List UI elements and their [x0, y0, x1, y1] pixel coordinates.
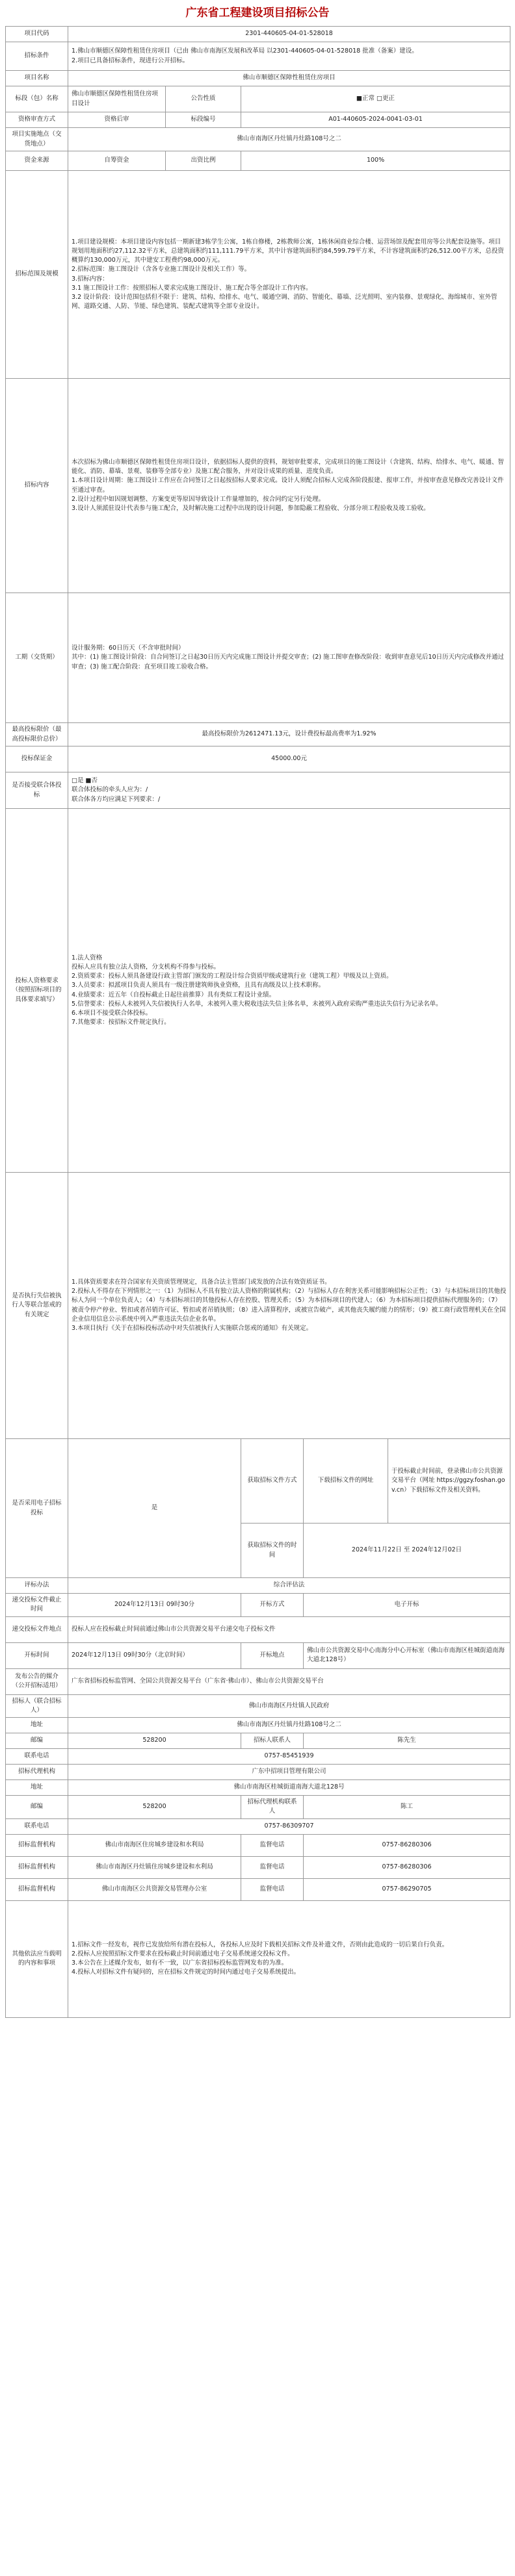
table-row [6, 593, 510, 723]
duration-label: 工期（交货期） [6, 593, 68, 723]
table-row [6, 171, 510, 379]
supervisor2-phone-label: 监督电话 [241, 1856, 304, 1878]
deposit-label: 投标保证金 [6, 746, 68, 772]
qualification-value: 1.法人资格 投标人应具有独立法人资格，分支机构不得参与投标。 2.资质要求：投标人须具备建设行政主管部门颁发的工程设计综合资质甲级或建筑行业（建筑工程）甲级及以上资质。 3.人员要求：拟派项目负责人须具有一级注册建筑师执业资格，且具有高级及以上技术职称。 4.业绩要求：近五年（自投标截止日起往前推算）具有类似工程设计业绩。 5.信誉要求：投标人未被列入失信被执行人名单，未被列入重大税收违法失信主体名单，未被列入政府采购严重违法失信行为记录名单。 6.本项目不接受联合体投标。 7.其他要求：按招标文件规定执行。 [68, 809, 510, 1173]
open-place-value: 佛山市公共资源交易中心南海分中心开标室（佛山市南海区桂城街道南海大道北128号） [304, 1642, 510, 1668]
bulletin-table [5, 26, 510, 2018]
tenderer-value: 佛山市南海区丹灶镇人民政府 [68, 1694, 510, 1718]
phone-label: 联系电话 [6, 1749, 68, 1765]
table-row [6, 379, 510, 593]
tenderer-address-value: 佛山市南海区丹灶镇丹灶路108号之二 [68, 1718, 510, 1733]
table-row [6, 1694, 510, 1718]
open-method-label: 开标方式 [241, 1594, 304, 1617]
table-row [6, 1796, 510, 1819]
section-name-label: 标段（包）名称 [6, 86, 68, 112]
project-name-value: 佛山市顺德区保障性租赁住房项目 [68, 71, 510, 86]
notes-value: 1.招标文件一经发布，视作已发放给所有潜在投标人，各投标人应及时下载相关招标文件及补遗文件，否则由此造成的一切后果自行负责。 2.投标人应按照招标文件要求在投标截止时间前通过电子交易系统递交投标文件。 3.本公告在上述媒介发布，如有不一致，以广东省招标投标监管网发布的为准。 4.投标人对招标文件有疑问的，应在招标文件规定的时间内通过电子交易系统提出。 [68, 1900, 510, 2017]
table-row [6, 1642, 510, 1668]
table-row [6, 1765, 510, 1780]
table-row [6, 1594, 510, 1617]
supervisor2-value: 佛山市南海区丹灶镇住房城乡建设和水利局 [68, 1856, 241, 1878]
supervisor3-phone-label: 监督电话 [241, 1878, 304, 1900]
tenderer-label: 招标人（联合招标人） [6, 1694, 68, 1718]
review-label: 评标办法 [6, 1578, 68, 1594]
table-row [6, 1780, 510, 1796]
funding-source-label: 资金来源 [6, 151, 68, 171]
project-name-label: 项目名称 [6, 71, 68, 86]
tender-conditions-label: 招标条件 [6, 42, 68, 71]
supervisor-phone-label: 监督电话 [241, 1834, 304, 1856]
deadline-value: 2024年12月13日 09时30分 [68, 1594, 241, 1617]
agent-address-value: 佛山市南海区桂城街道南海大道北128号 [68, 1780, 510, 1796]
section-code-value: A01-440605-2024-0041-03-01 [241, 112, 510, 128]
table-row [6, 86, 510, 112]
project-code-label: 项目代码 [6, 27, 68, 42]
section-code-label: 标段编号 [166, 112, 241, 128]
table-row [6, 1173, 510, 1439]
bulletin-nature-label: 公告性质 [166, 86, 241, 112]
agent-postcode-value: 528200 [68, 1796, 241, 1819]
download-address-label: 下载招标文件的网址 [304, 1439, 388, 1524]
max-price-label: 最高投标限价（最高投标限价总价） [6, 723, 68, 746]
agent-phone-label: 联系电话 [6, 1818, 68, 1834]
table-row [6, 1878, 510, 1900]
qualification-label: 投标人资格要求（按照招标项目的具体要求填写） [6, 809, 68, 1173]
postcode-value: 528200 [68, 1733, 241, 1749]
media-value: 广东省招标投标监管网、全国公共资源交易平台（广东省·佛山市）、佛山市公共资源交易平台 [68, 1668, 510, 1694]
place-label: 递交投标文件地点 [6, 1616, 68, 1642]
max-price-value: 最高投标限价为2612471.13元，设计费投标最高费率为1.92% [68, 723, 510, 746]
table-row [6, 1900, 510, 2017]
table-row [6, 746, 510, 772]
table-row [6, 42, 510, 71]
blacklist-value: 1.具体资质要求在符合国家有关资质管理规定，具备合法主管部门或发放的合法有效资质证书。 2.投标人不得存在下列情形之一：（1）为招标人不具有独立法人资格的附属机构；（2）与招标人存在利害关系可能影响招标公正性；（3）与本招标项目的其他投标人为同一个单位负责人；（4）与本招标项目的其他投标人存在控股、管理关系；（5）为本招标项目的代建人；（6）为本招标项目提供招标代理服务的；（7）被责令停产停业、暂扣或者吊销许可证、暂扣或者吊销执照；（8）进入清算程序，或被宣告破产，或其他丧失履约能力的情形；（9）被工商行政管理机关在全国企业信用信息公示系统中列入严重违法失信企业名单。 3.本项目执行《关于在招标投标活动中对失信被执行人实施联合惩戒的通知》有关规定。 [68, 1173, 510, 1439]
project-code-value: 2301-440605-04-01-528018 [68, 27, 510, 42]
funding-source-value: 自筹资金 [68, 151, 166, 171]
review-method-label: 资格审查方式 [6, 112, 68, 128]
agent-postcode-label: 邮编 [6, 1796, 68, 1819]
page-title: 广东省工程建设项目招标公告 [185, 6, 330, 19]
download-way-label: 是否采用电子招标投标 [6, 1439, 68, 1578]
duration-value: 设计服务期：60日历天（不含审批时间） 其中：(1) 施工图设计阶段：自合同签订之日起30日历天内完成施工图设计并提交审查；(2) 施工图审查修改阶段：收到审查意见后10日历天内完成修改并通过审查；(3) 施工配合阶段：直至项目竣工验收合格。 [68, 593, 510, 723]
phone-value: 0757-85451939 [68, 1749, 510, 1765]
table-row [6, 723, 510, 746]
table-row [6, 1616, 510, 1642]
download-method-label: 获取招标文件方式 [241, 1439, 304, 1524]
table-row [6, 1718, 510, 1733]
contact-label: 招标人联系人 [241, 1733, 304, 1749]
table-row [6, 1856, 510, 1878]
tenderer-address-label: 地址 [6, 1718, 68, 1733]
open-time-label: 开标时间 [6, 1642, 68, 1668]
agent-phone-value: 0757-86309707 [68, 1818, 510, 1834]
consortium-value: □是 ■否 联合体投标的牵头人应为：/ 联合体各方均应满足下列要求：/ [68, 772, 510, 809]
download-way-value: 是 [68, 1439, 241, 1578]
table-row [6, 128, 510, 151]
section-name-value: 佛山市顺德区保障性租赁住房项目设计 [68, 86, 166, 112]
scope-label: 招标范围及规模 [6, 171, 68, 379]
place-value: 投标人应在投标截止时间前通过佛山市公共资源交易平台递交电子投标文件 [68, 1616, 510, 1642]
open-place-label: 开标地点 [241, 1642, 304, 1668]
supervisor-value: 佛山市南海区住房城乡建设和水利局 [68, 1834, 241, 1856]
table-row [6, 112, 510, 128]
media-label: 发布公告的媒介（公开招标适用） [6, 1668, 68, 1694]
postcode-label: 邮编 [6, 1733, 68, 1749]
supervisor3-label: 招标监督机构 [6, 1878, 68, 1900]
table-row [6, 71, 510, 86]
supervisor-phone-value: 0757-86280306 [304, 1834, 510, 1856]
funding-ratio-value: 100% [241, 151, 510, 171]
tender-conditions-value: 1.佛山市顺德区保障性租赁住房项目（已由 佛山市南海区发展和改革局 以2301-440605-04-01-528018 批准（备案）建设。 2.项目已具备招标条件，现进行公开招标。 [68, 42, 510, 71]
table-row [6, 1818, 510, 1834]
location-value: 佛山市南海区丹灶镇丹灶路108号之二 [68, 128, 510, 151]
table-row [6, 772, 510, 809]
blacklist-label: 是否执行失信被执行人等联合惩戒的有关规定 [6, 1173, 68, 1439]
location-label: 项目实施地点（交货地点） [6, 128, 68, 151]
table-row [6, 151, 510, 171]
table-row [6, 1733, 510, 1749]
agent-label: 招标代理机构 [6, 1765, 68, 1780]
scope-value: 1.项目建设规模：本项目建设内容包括一期新建3栋学生公寓，1栋自修楼，2栋教师公寓，1栋休闲商业综合楼、运营场馆及配套用房等公共配套设施等。项目规划用地面积约27,112.32平方米，总建筑面积约111,111.79平方米，其中计容建筑面积约84,599.79平方米，不计容建筑面积约26,512.00平方米，总投资概算约130,000万元，其中建安工程费约98,000万元。 2.招标范围：施工图设计（含各专业施工图设计及相关工作）等。 3.招标内容： 3.1 施工图设计工作：按照招标人要求完成施工图设计、施工配合等全部设计工作内容。 3.2 设计阶段：设计范围包括但不限于：建筑、结构、给排水、电气、暖通空调、消防、智能化、幕墙、泛光照明、室内装修、景观绿化、海绵城市、室外管网、道路交通、人防、节能、绿色建筑、装配式建筑等全部专业设计。 [68, 171, 510, 379]
table-row [6, 809, 510, 1173]
supervisor3-value: 佛山市南海区公共资源交易管理办公室 [68, 1878, 241, 1900]
open-time-value: 2024年12月13日 09时30分（北京时间） [68, 1642, 241, 1668]
funding-ratio-label: 出资比例 [166, 151, 241, 171]
table-row [6, 1749, 510, 1765]
table-row [6, 1834, 510, 1856]
agent-value: 广东中招项目管理有限公司 [68, 1765, 510, 1780]
supervisor2-phone-value: 0757-86280306 [304, 1856, 510, 1878]
supervisor2-label: 招标监督机构 [6, 1856, 68, 1878]
content-value: 本次招标为佛山市顺德区保障性租赁住房项目设计，依据招标人提供的资料，规划审批要求，完成项目的施工图设计（含建筑、结构、给排水、电气、暖通、智能化、消防、幕墙、景观、装修等全部专业）及施工配合服务，并对设计成果的质量、进度负责。 1.本项目设计周期：施工图设计工作应在合同签订之日起按招标人要求完成。设计人须配合招标人完成各阶段报建、报审工作，并按审查意见修改完善设计文件至通过审查。 2.设计过程中如因规划调整、方案变更等原因导致设计工作量增加的，按合同约定另行处理。 3.设计人须派驻设计代表参与施工配合，及时解决施工过程中出现的设计问题，参加隐蔽工程验收、分部分项工程验收及竣工验收。 [68, 379, 510, 593]
agent-address-label: 地址 [6, 1780, 68, 1796]
contact-value: 陈先生 [304, 1733, 510, 1749]
deposit-value: 45000.00元 [68, 746, 510, 772]
deadline-label: 递交投标文件截止时间 [6, 1594, 68, 1617]
agent-contact-value: 陈工 [304, 1796, 510, 1819]
consortium-label: 是否接受联合体投标 [6, 772, 68, 809]
download-period-label: 获取招标文件的时间 [241, 1524, 304, 1578]
review-method-value: 资格后审 [68, 112, 166, 128]
download-period-value: 2024年11月22日 至 2024年12月02日 [304, 1524, 510, 1578]
notes-label: 其他依法应当载明的内容和事项 [6, 1900, 68, 2017]
table-row [6, 1668, 510, 1694]
content-label: 招标内容 [6, 379, 68, 593]
open-method-value: 电子开标 [304, 1594, 510, 1617]
agent-contact-label: 招标代理机构联系人 [241, 1796, 304, 1819]
download-method-value[interactable]: 于投标截止时间前，登录佛山市公共资源交易平台（网址 https://ggzy.foshan.gov.cn）下载招标文件及相关资料。 [388, 1439, 510, 1524]
supervisor-label: 招标监督机构 [6, 1834, 68, 1856]
table-row [6, 1578, 510, 1594]
table-row [6, 27, 510, 42]
supervisor3-phone-value: 0757-86290705 [304, 1878, 510, 1900]
bulletin-nature-value: ■正常 □更正 [241, 86, 510, 112]
review-value: 综合评估法 [68, 1578, 510, 1594]
table-row [6, 1439, 510, 1524]
